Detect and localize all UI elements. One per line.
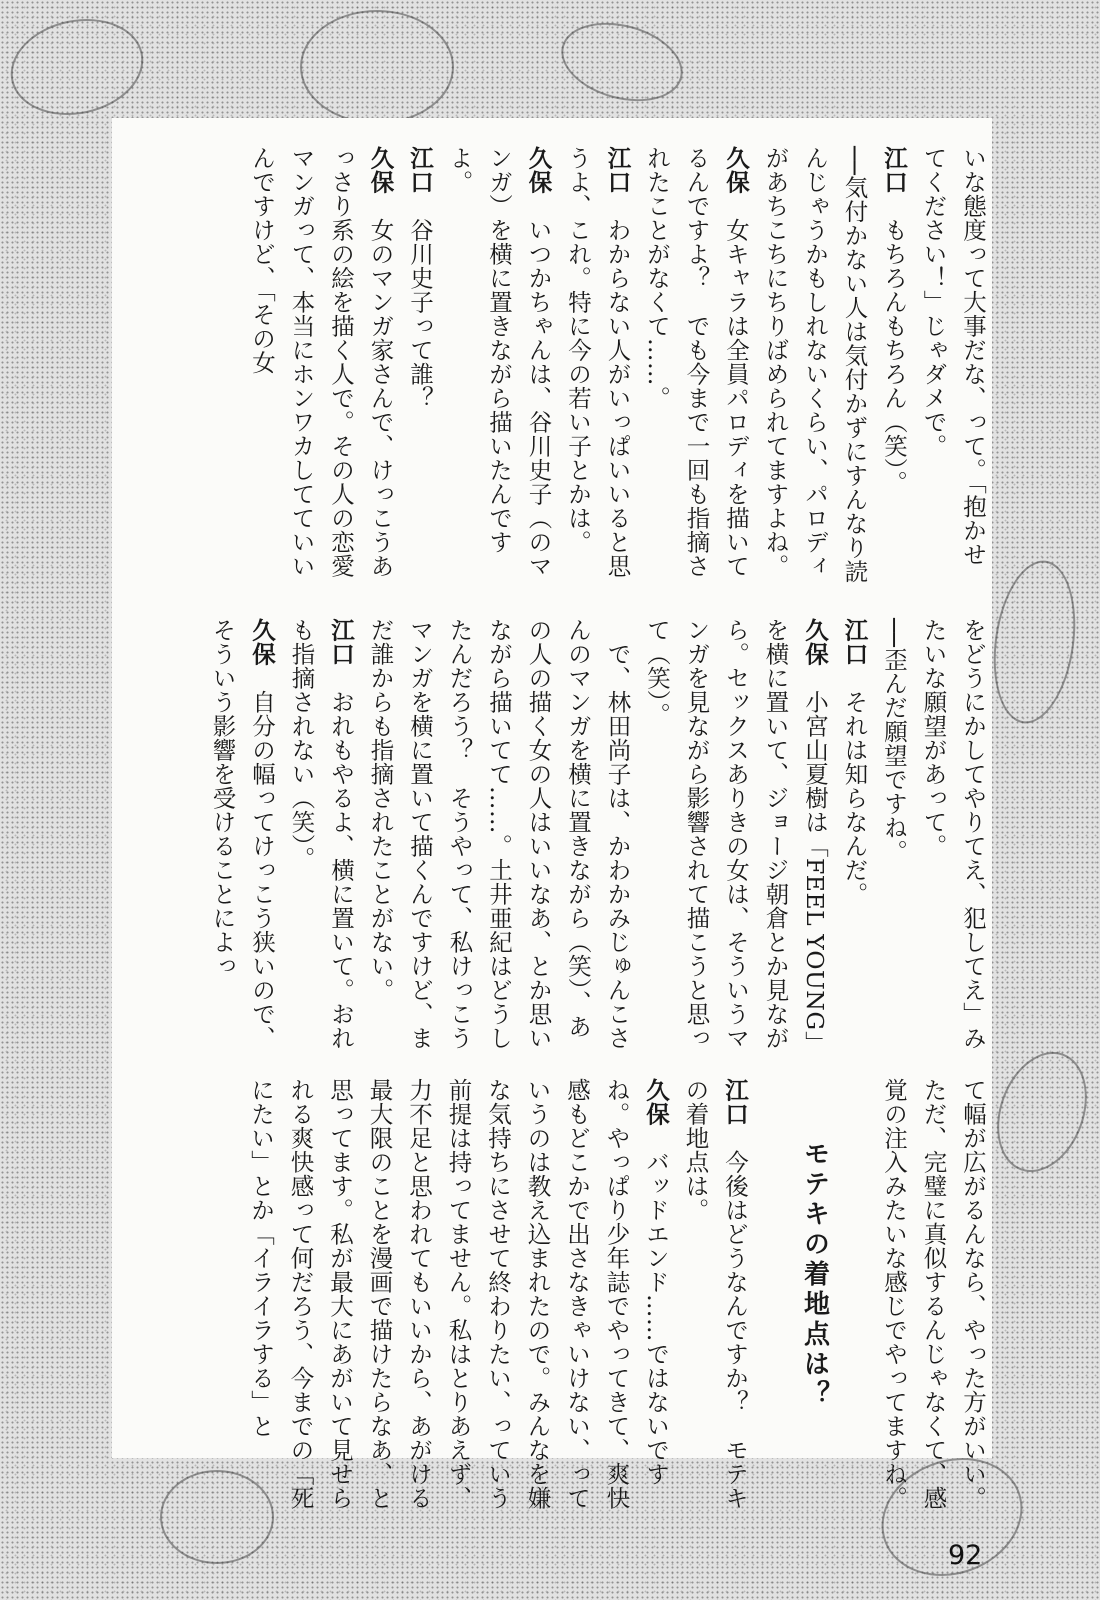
dialogue-text: バッドエンド……ではないですね。やっぱり少年誌でやってきて、爽快感もどこかで出さなきゃいけない、っていうのは教え込まれたので。みんなを嫌な気持ちにさせて終わりたい、っていう前提は持ってません。私はとりあえず、力不足と思われてもいいから、あがける最大限のことを漫画で描けたらなあ、と思ってます。私が最大にあがいて見せられる爽快感って何だろう、今までの「死にたい」とか「イライラする」と — [247, 1078, 670, 1510]
speaker-name: 江口 — [327, 618, 355, 666]
interview-paragraph — [637, 146, 756, 586]
speaker-name: 久保 — [366, 146, 395, 194]
dialogue-text: で、林田尚子は、かわかみじゅんこさんのマンガを横に置きながら（笑）、あの人の描く女の人はいいなあ、とか思いながら描いてて……。土井亜紀はどうしたんだろう？ そうやって、私けっこうマンガを横に置いて描くんですけど、まだ誰からも指摘されたことがない。 — [366, 618, 632, 1050]
dialogue-text: それは知らなんだ。 — [840, 690, 869, 906]
dialogue-text: ──気付かない人は気付かずにすんなり読んじゃうかもしれないくらい、パロディがあちこちにちりばめられてますよね。 — [761, 146, 869, 584]
speaker-name: 江口 — [721, 1078, 749, 1126]
interview-paragraph — [400, 146, 440, 586]
text-column-top — [112, 146, 992, 586]
speaker-name: 江口 — [603, 146, 632, 194]
dialogue-text: 谷川史子って誰？ — [406, 218, 434, 410]
dialogue-text: 小宮山夏樹は「FEEL YOUNG」を横に置いて、ジョージ朝倉とか見ながら。セックスありきの女は、そういうマンガを見ながら影響されて描こうと思って（笑）。 — [643, 618, 829, 1055]
sketch-mark — [300, 10, 454, 124]
sketch-mark — [981, 1039, 1100, 1184]
interview-paragraph — [281, 618, 360, 1058]
interview-paragraph — [202, 618, 281, 1058]
interview-paragraph — [874, 1078, 993, 1518]
dialogue-text: 今後はどうなんですか？ モテキの着地点は。 — [681, 1078, 749, 1510]
sketch-mark — [553, 10, 692, 114]
interview-paragraph — [558, 146, 637, 586]
interview-paragraph — [755, 146, 874, 586]
dialogue-text: 女のマンガ家さんで、けっこうあっさり系の絵を描く人で。その人の恋愛マンガって、本当にホンワカしてていいんですけど、「その女 — [248, 146, 395, 578]
interview-paragraph — [834, 618, 874, 1058]
dialogue-text: もちろんもちろん（笑）。 — [880, 218, 908, 495]
interview-paragraph — [913, 618, 992, 1058]
dialogue-text: をどうにかしてやりてえ、犯してえ」みたいな願望があって。 — [919, 618, 987, 1050]
interview-paragraph — [637, 618, 835, 1058]
dialogue-text: いな態度って大事だな、って。「抱かせてください！」じゃダメで。 — [919, 146, 987, 567]
interview-paragraph — [439, 146, 558, 586]
interview-paragraph — [675, 1078, 754, 1518]
speaker-name: 久保 — [248, 618, 276, 666]
text-column-middle — [112, 618, 992, 1058]
dialogue-text: いつかちゃんは、谷川史子（のマンガ）を横に置きながら描いたんですよ。 — [445, 146, 553, 578]
speaker-name: 久保 — [642, 1078, 670, 1126]
speaker-name: 江口 — [880, 146, 908, 194]
interview-paragraph — [360, 618, 637, 1058]
speaker-name: 江口 — [406, 146, 434, 194]
speaker-name: 久保 — [801, 618, 829, 666]
page-number: 92 — [948, 1540, 983, 1571]
interview-paragraph — [874, 618, 914, 1058]
dialogue-text: 自分の幅ってけっこう狭いので、そういう影響を受けることによっ — [208, 618, 276, 1050]
interview-paragraph — [241, 1078, 676, 1518]
sketch-mark — [984, 555, 1085, 728]
interview-paragraph — [874, 146, 914, 586]
speaker-name: 久保 — [722, 146, 750, 194]
speaker-name: 江口 — [840, 618, 869, 666]
dialogue-text: ──歪んだ願望ですね。 — [880, 618, 908, 864]
text-column-bottom — [112, 1078, 992, 1518]
interview-text-panel — [112, 118, 992, 1510]
dialogue-text: わからない人がいっぱいいると思うよ、これ。特に今の若い子とかは。 — [564, 146, 632, 578]
dialogue-text: おれもやるよ、横に置いて。おれも指摘されない（笑）。 — [287, 618, 355, 1050]
dialogue-text: 女キャラは全員パロディを描いてるんですよ？ でも今まで一回も指摘されたことがなくて……。 — [643, 146, 750, 578]
section-heading: モテキの着地点は？ — [799, 1140, 830, 1410]
interview-paragraph — [242, 146, 400, 586]
speaker-name: 久保 — [524, 146, 553, 194]
interview-paragraph — [913, 146, 992, 586]
sketch-mark — [2, 7, 153, 127]
dialogue-text: て幅が広がるんなら、やった方がいい。ただ、完璧に真似するんじゃなくて、感覚の注入みたいな感じでやってますね。 — [880, 1078, 987, 1510]
